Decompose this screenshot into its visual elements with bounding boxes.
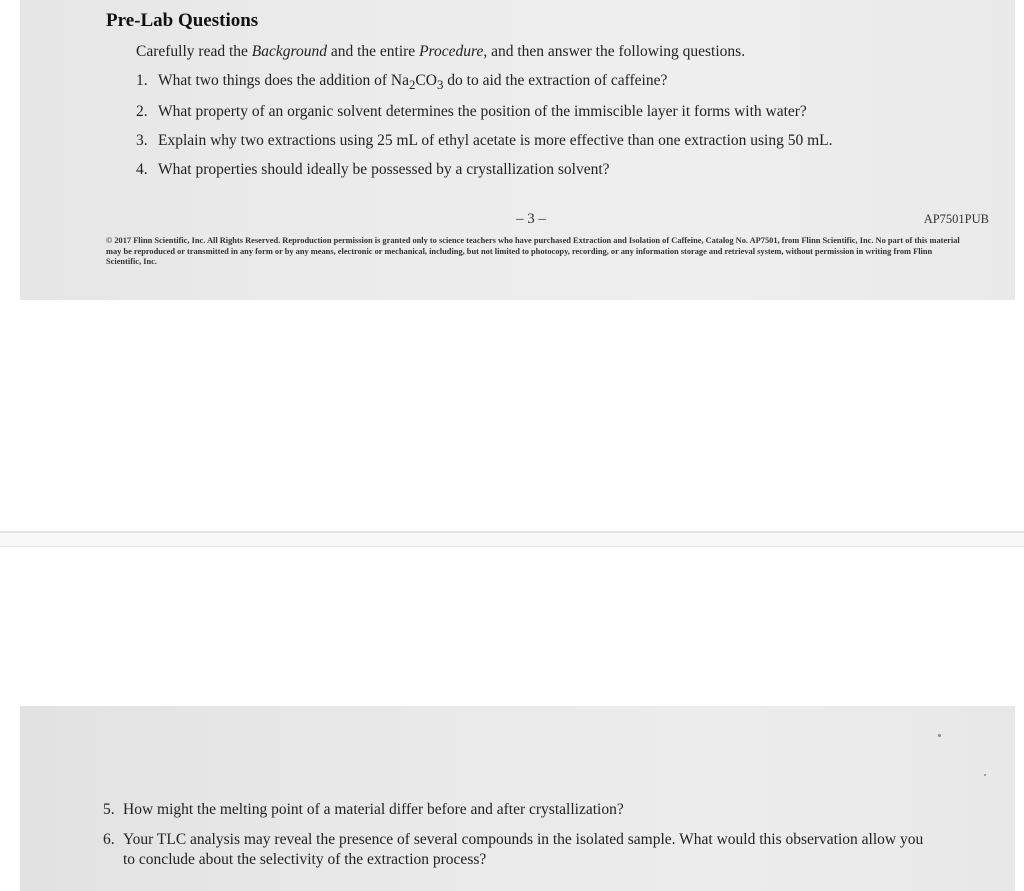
question-3 <box>136 132 833 150</box>
question-text: Explain why two extractions using 25 mL of ethyl acetate is more effective than one extraction using 50 mL. <box>158 132 833 149</box>
paper-speck <box>938 734 941 737</box>
catalog-code: AP7501PUB <box>923 212 989 226</box>
page-heading: Pre-Lab Questions <box>106 10 259 31</box>
question-text-post: do to aid the extraction of caffeine? <box>443 72 668 89</box>
intro-before: Carefully read the <box>136 43 252 60</box>
question-1 <box>136 72 667 93</box>
intro-procedure: Procedure <box>419 43 484 60</box>
question-number: 6. <box>103 831 115 848</box>
intro-background: Background <box>251 43 327 60</box>
subscript-3: 3 <box>436 77 444 93</box>
question-number: 3. <box>136 132 148 149</box>
page-number: – 3 – <box>516 211 546 227</box>
question-text-mid: CO <box>415 72 437 89</box>
question-4 <box>136 161 610 179</box>
question-number: 2. <box>136 103 148 120</box>
question-number: 1. <box>136 72 148 89</box>
paper-speck <box>984 774 986 776</box>
page-photo-bottom <box>20 706 1015 891</box>
question-text-pre: What two things does the addition of Na <box>158 72 409 89</box>
question-number: 5. <box>103 801 115 818</box>
question-5 <box>103 800 624 820</box>
question-text: How might the melting point of a material differ before and after crystallization? <box>123 801 624 818</box>
question-text: What properties should ideally be possessed by a crystallization solvent? <box>158 161 610 178</box>
section-divider <box>0 531 1024 547</box>
question-6 <box>103 830 933 870</box>
question-2 <box>136 103 807 121</box>
instructions <box>136 43 745 61</box>
question-text: What property of an organic solvent determines the position of the immiscible layer it forms with water? <box>158 103 807 120</box>
intro-middle: and the entire <box>326 43 420 60</box>
question-number: 4. <box>136 161 148 178</box>
question-text: Your TLC analysis may reveal the presence of several compounds in the isolated sample. What would this observation allow you to conclude about the selectivity of the extraction process? <box>123 831 924 868</box>
page-photo-top <box>20 0 1015 300</box>
subscript-2: 2 <box>408 77 416 93</box>
copyright-notice: © 2017 Flinn Scientific, Inc. All Rights Reserved. Reproduction permission is granted only to science teachers who have purchased Extraction and Isolation of Caffeine, Catalog No. AP7501, from Flinn Scientific, Inc. No part of this material may be reproduced or transmitted in any form or by any means, electronic or mechanical, including, but not limited to photocopy, recording, or any information storage and retrieval system, without permission in writing from Flinn Scientific, Inc. <box>106 236 960 266</box>
intro-after: , and then answer the following questions. <box>483 43 746 60</box>
